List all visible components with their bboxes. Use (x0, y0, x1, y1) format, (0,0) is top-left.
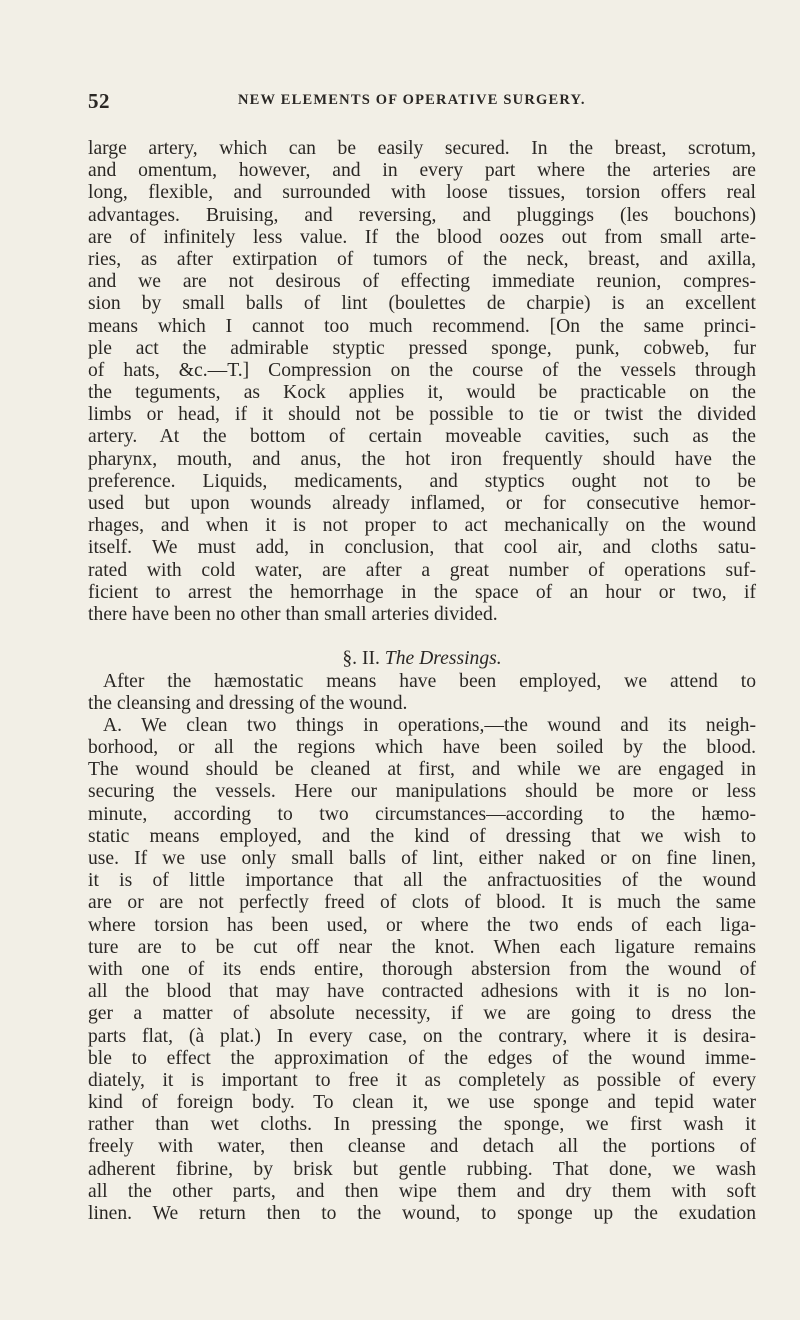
body-text (88, 138, 756, 1225)
text-line: rather than wet cloths. In pressing the sponge, we first wash it (88, 1114, 756, 1136)
text-line: ple act the admirable styptic pressed sponge, punk, cobweb, fur (88, 337, 756, 359)
text-line: freely with water, then cleanse and detach all the portions of (88, 1136, 756, 1158)
paragraph-intro-dressings (88, 671, 756, 715)
text-line: pharynx, mouth, and anus, the hot iron frequently should have the (88, 448, 756, 470)
text-line: The wound should be cleaned at first, and while we are engaged in (88, 759, 756, 781)
text-line: there have been no other than small arteries divided. (88, 603, 498, 625)
text-line: and we are not desirous of effecting immediate reunion, compres- (88, 271, 756, 293)
page-number: 52 (88, 89, 110, 113)
text-line: securing the vessels. Here our manipulations should be more or less (88, 781, 756, 803)
spacer (88, 626, 756, 648)
text-line: static means employed, and the kind of dressing that we wish to (88, 825, 756, 847)
text-line: ficient to arrest the hemorrhage in the space of an hour or two, if (88, 581, 756, 603)
text-line: long, flexible, and surrounded with loose tissues, torsion offers real (88, 182, 756, 204)
text-line: rhages, and when it is not proper to act mechanically on the wound (88, 515, 756, 537)
text-line: all the blood that may have contracted adhesions with it is no lon- (88, 981, 756, 1003)
paragraph-cleansing (88, 715, 756, 1225)
text-line: adherent fibrine, by brisk but gentle rubbing. That done, we wash (88, 1158, 756, 1180)
text-line: of hats, &c.—T.] Compression on the course of the vessels through (88, 359, 756, 381)
text-line: ble to effect the approximation of the edges of the wound imme- (88, 1047, 756, 1069)
text-line: preference. Liquids, medicaments, and styptics ought not to be (88, 470, 756, 492)
text-line: used but upon wounds already inflamed, or for consecutive hemor- (88, 493, 756, 514)
text-line: where torsion has been used, or where the two ends of each liga- (88, 914, 756, 936)
text-line: borhood, or all the regions which have been soiled by the blood. (88, 737, 756, 759)
text-line: ries, as after extirpation of tumors of the neck, breast, and axilla, (88, 248, 756, 270)
text-line: use. If we use only small balls of lint, either naked or on fine linen, (88, 848, 756, 869)
text-line: are or are not perfectly freed of clots of blood. It is much the same (88, 892, 756, 914)
text-line: the teguments, as Kock applies it, would be practicable on the (88, 382, 756, 404)
text-line: ture are to be cut off near the knot. When each ligature remains (88, 936, 756, 958)
text-line: means which I cannot too much recommend. [On the same princi- (88, 315, 756, 337)
text-line: with one of its ends entire, thorough abstersion from the wound of (88, 958, 756, 980)
text-line: large artery, which can be easily secured. In the breast, scrotum, (88, 138, 756, 159)
text-line: are of infinitely less value. If the blood oozes out from small arte- (88, 226, 756, 248)
text-line: rated with cold water, are after a great number of operations suf- (88, 559, 756, 581)
section-heading (88, 648, 756, 670)
text-line: the cleansing and dressing of the wound. (88, 692, 408, 714)
text-line: parts flat, (à plat.) In every case, on the contrary, where it is desira- (88, 1025, 756, 1047)
text-line: and omentum, however, and in every part where the arteries are (88, 160, 756, 182)
paragraph-hemostasis (88, 138, 756, 626)
section-number: §. II. (342, 648, 380, 670)
text-line: linen. We return then to the wound, to sponge up the exudation (88, 1203, 756, 1224)
text-line: advantages. Bruising, and reversing, and pluggings (les bouchons) (88, 204, 756, 226)
text-line: it is of little importance that all the anfractuosities of the wound (88, 870, 756, 892)
text-line: artery. At the bottom of certain moveable cavities, such as the (88, 426, 756, 448)
text-line: itself. We must add, in conclusion, that cool air, and cloths satu- (88, 537, 756, 559)
text-line: all the other parts, and then wipe them and dry them with soft (88, 1180, 756, 1202)
text-line: diately, it is important to free it as completely as possible of every (88, 1069, 756, 1091)
text-line: kind of foreign body. To clean it, we use sponge and tepid water (88, 1092, 756, 1114)
section-title: The Dressings. (384, 648, 502, 670)
text-line: limbs or head, if it should not be possible to tie or twist the divided (88, 404, 756, 426)
text-line: minute, according to two circumstances—according to the hæmo- (88, 803, 756, 825)
running-head (88, 89, 748, 114)
text-line: After the hæmostatic means have been employed, we attend to (103, 670, 756, 692)
text-line: A. We clean two things in operations,—the wound and its neigh- (103, 714, 756, 736)
text-line: ger a matter of absolute necessity, if we are going to dress the (88, 1003, 756, 1025)
text-line: sion by small balls of lint (boulettes de charpie) is an excellent (88, 293, 756, 315)
running-title: NEW ELEMENTS OF OPERATIVE SURGERY. (238, 92, 586, 108)
